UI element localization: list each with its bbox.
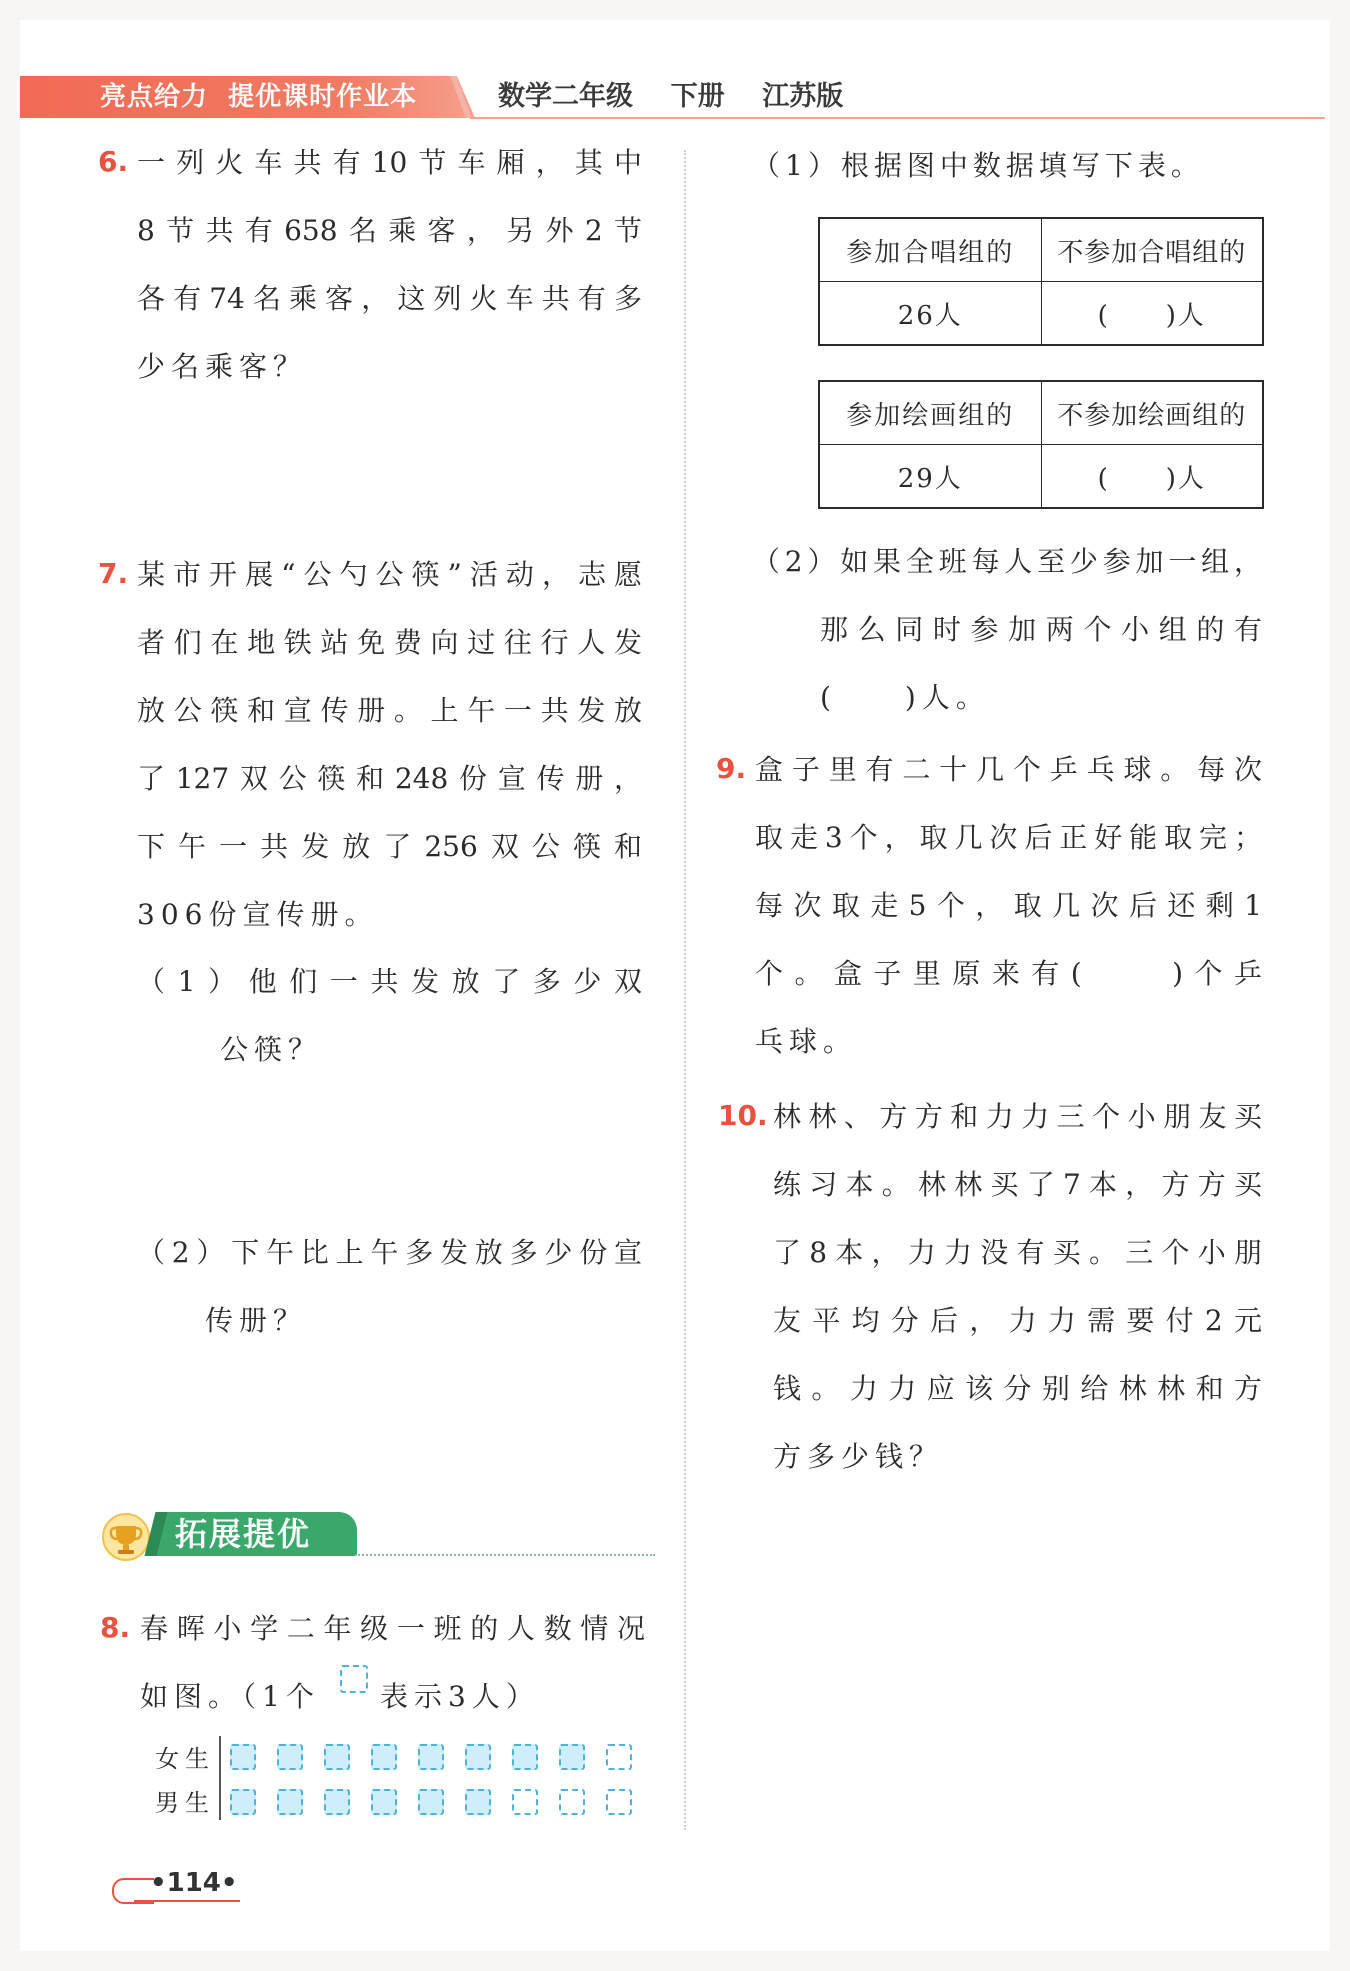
pictogram-box-filled	[277, 1789, 303, 1815]
pictogram-box-filled	[559, 1744, 585, 1770]
answer-blank[interactable]: ( )人	[1041, 282, 1263, 346]
book-series-title: 亮点给力 提优课时作业本	[100, 82, 418, 112]
q6-number: 6.	[98, 145, 129, 178]
table-header-cell: 参加绘画组的	[819, 381, 1041, 445]
q8-part1: （1）根据图中数据填写下表。	[752, 149, 1204, 182]
pictogram-box-filled	[418, 1744, 444, 1770]
pictogram-box-empty	[559, 1789, 585, 1815]
page-number: •114•	[150, 1868, 238, 1898]
q9-line: 个。盒子里原来有( )个乒	[755, 957, 1262, 990]
table-value-cell: 29人	[819, 445, 1041, 509]
legend-box-icon	[340, 1665, 368, 1693]
section-banner-rule	[355, 1554, 655, 1556]
q7-line: 306份宣传册。	[137, 898, 379, 931]
trophy-icon	[101, 1512, 151, 1562]
answer-blank[interactable]: ( )人	[1041, 445, 1263, 509]
q7-line: 者们在地铁站免费向过往行人发	[137, 626, 642, 659]
q10-line: 友平均分后，力力需要付2元	[773, 1304, 1262, 1337]
q9-number: 9.	[716, 752, 747, 785]
pictogram-box-filled	[230, 1789, 256, 1815]
q10-line: 钱。力力应该分别给林林和方	[773, 1372, 1262, 1405]
table-header-cell: 参加合唱组的	[819, 218, 1041, 282]
pictogram-box-filled	[324, 1789, 350, 1815]
q10-line: 了8本，力力没有买。三个小朋	[773, 1236, 1262, 1269]
q6-line: 8节共有658名乘客，另外2节	[137, 214, 642, 247]
pictogram-box-filled	[465, 1789, 491, 1815]
section-banner-title: 拓展提优	[175, 1515, 312, 1553]
pictogram-box-empty	[512, 1789, 538, 1815]
column-divider	[684, 150, 686, 1830]
table-header-cell: 不参加合唱组的	[1041, 218, 1263, 282]
q9-line: 每次取走5个，取几次后还剩1	[755, 889, 1262, 922]
q9-line: 乓球。	[755, 1025, 858, 1058]
pictogram-box-filled	[512, 1744, 538, 1770]
pictogram-box-empty	[606, 1789, 632, 1815]
pictogram-axis	[219, 1736, 221, 1820]
q9-line: 取走3个，取几次后正好能取完；	[755, 821, 1262, 854]
pictogram-label: 女生	[155, 1745, 215, 1773]
q10-number: 10.	[718, 1099, 768, 1132]
q7-sub1-line: （1）他们一共发放了多少双	[137, 965, 642, 998]
pictogram-box-filled	[324, 1744, 350, 1770]
q8-part2-line: 那么同时参加两个小组的有	[820, 613, 1262, 646]
q6-line: 各有74名乘客，这列火车共有多	[137, 282, 642, 315]
q7-number: 7.	[98, 557, 129, 590]
q8-line: 如图。（1个	[140, 1680, 320, 1713]
q10-line: 练习本。林林买了7本，方方买	[773, 1168, 1262, 1201]
q6-line: 一列火车共有10节车厢，其中	[137, 146, 642, 179]
pictogram-box-filled	[418, 1789, 444, 1815]
table-header-cell: 不参加绘画组的	[1041, 381, 1263, 445]
q7-line: 下午一共发放了256双公筷和	[137, 830, 642, 863]
drawing-table	[818, 380, 1264, 509]
pictogram-box-filled	[371, 1744, 397, 1770]
pictogram-box-filled	[277, 1744, 303, 1770]
q8-number: 8.	[100, 1611, 131, 1644]
q10-line: 方多少钱？	[773, 1440, 944, 1473]
q7-line: 某市开展“公勺公筷”活动，志愿	[137, 558, 642, 591]
q7-sub2-line: 传册？	[205, 1304, 308, 1337]
q7-line: 了127双公筷和248份宣传册，	[137, 762, 642, 795]
q8-line: 表示3人）	[380, 1680, 540, 1713]
q6-line: 少名乘客？	[137, 350, 308, 383]
q10-line: 林林、方方和力力三个小朋友买	[773, 1100, 1262, 1133]
q9-line: 盒子里有二十几个乒乓球。每次	[755, 753, 1262, 786]
q7-line: 放公筷和宣传册。上午一共发放	[137, 694, 642, 727]
book-subject-title: 数学二年级 下册 江苏版	[498, 81, 844, 112]
q7-sub1-line: 公筷？	[220, 1033, 323, 1066]
table-value-cell: 26人	[819, 282, 1041, 346]
answer-blank[interactable]: ( )人。	[820, 681, 990, 714]
page-number-underline	[134, 1900, 240, 1902]
q8-line: 春晖小学二年级一班的人数情况	[140, 1612, 645, 1645]
pictogram-box-empty	[606, 1744, 632, 1770]
pictogram-box-filled	[371, 1789, 397, 1815]
choir-table	[818, 217, 1264, 346]
q8-part2-line: （2）如果全班每人至少参加一组，	[752, 545, 1262, 578]
pictogram-box-filled	[465, 1744, 491, 1770]
pictogram-box-filled	[230, 1744, 256, 1770]
pictogram-label: 男生	[155, 1789, 215, 1817]
header-rule	[470, 117, 1325, 119]
q7-sub2-line: （2）下午比上午多发放多少份宣	[137, 1236, 642, 1269]
